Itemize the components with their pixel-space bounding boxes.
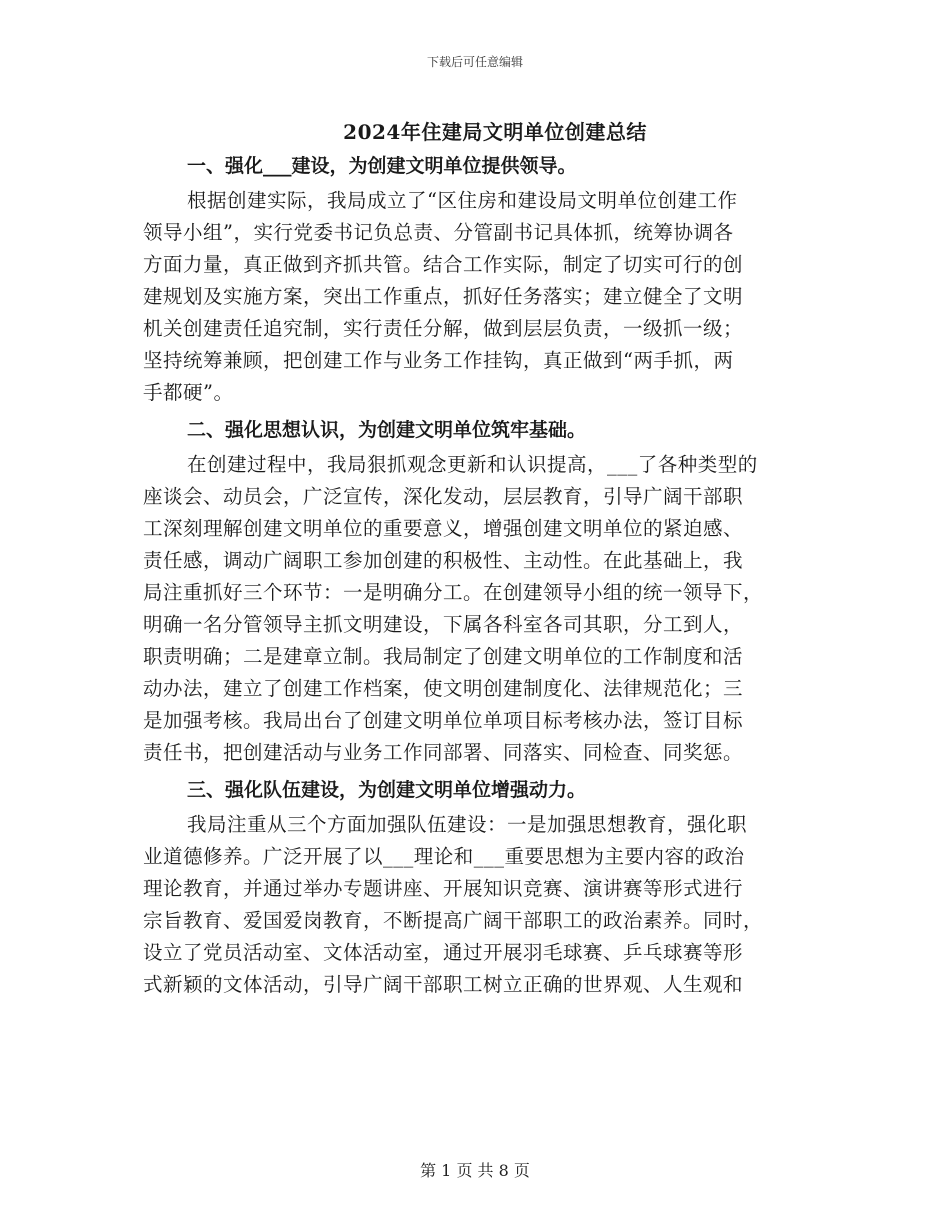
paragraph-line: 座谈会、动员会，广泛宣传，深化发动，层层教育，引导广阔干部职: [143, 485, 744, 508]
paragraph-line: 领导小组”，实行党委书记负总责、分管副书记具体抓，统筹协调各: [143, 221, 734, 244]
paragraph-line: 坚持统筹兼顾，把创建工作与业务工作挂钩，真正做到“两手抓，两: [143, 349, 734, 372]
page-number: 第 1 页 共 8 页: [420, 1161, 530, 1180]
paragraph-line: 我局注重从三个方面加强队伍建设：一是加强思想教育，强化职: [187, 813, 748, 836]
paragraph-line: 理论教育，并通过举办专题讲座、开展知识竞赛、演讲赛等形式进行: [143, 877, 744, 900]
section-heading: 二、强化思想认识，为创建文明单位筑牢基础。: [187, 419, 587, 441]
section-heading: 一、强化___建设，为创建文明单位提供领导。: [187, 155, 577, 177]
section-paragraph: [143, 809, 810, 1001]
section-paragraph: [143, 449, 810, 769]
paragraph-line: 方面力量，真正做到齐抓共管。结合工作实际，制定了切实可行的创: [143, 253, 744, 276]
paragraph-line: 工深刻理解创建文明单位的重要意义，增强创建文明单位的紧迫感、: [143, 517, 744, 540]
document-title: 2024年住建局文明单位创建总结: [343, 120, 647, 144]
paragraph-line: 设立了党员活动室、文体活动室，通过开展羽毛球赛、乒乓球赛等形: [143, 941, 744, 964]
paragraph-line: 责任书，把创建活动与业务工作同部署、同落实、同检查、同奖惩。: [143, 741, 744, 764]
paragraph-line: 责任感，调动广阔职工参加创建的积极性、主动性。在此基础上，我: [143, 549, 744, 572]
paragraph-line: 业道德修养。广泛开展了以___理论和___重要思想为主要内容的政治: [143, 845, 745, 868]
paragraph-line: 宗旨教育、爱国爱岗教育，不断提高广阔干部职工的政治素养。同时，: [143, 909, 764, 932]
paragraph-line: 式新颖的文体活动，引导广阔干部职工树立正确的世界观、人生观和: [143, 973, 744, 996]
paragraph-line: 职责明确；二是建章立制。我局制定了创建文明单位的工作制度和活: [143, 645, 744, 668]
paragraph-line: 建规划及实施方案，突出工作重点，抓好任务落实；建立健全了文明: [143, 285, 744, 308]
section-paragraph: [143, 185, 810, 409]
paragraph-line: 在创建过程中，我局狠抓观念更新和认识提高，___了各种类型的: [187, 453, 758, 476]
document-body: [143, 150, 810, 1006]
paragraph-line: 根据创建实际，我局成立了“区住房和建设局文明单位创建工作: [187, 189, 738, 212]
paragraph-line: 明确一名分管领导主抓文明建设，下属各科室各司其职，分工到人，: [143, 613, 744, 636]
section-heading: 三、强化队伍建设，为创建文明单位增强动力。: [187, 779, 587, 801]
paragraph-line: 局注重抓好三个环节：一是明确分工。在创建领导小组的统一领导下，: [143, 581, 764, 604]
paragraph-line: 是加强考核。我局出台了创建文明单位单项目标考核办法，签订目标: [143, 709, 744, 732]
paragraph-line: 机关创建责任追究制，实行责任分解，做到层层负责，一级抓一级；: [143, 317, 744, 340]
paragraph-line: 手都硬”。: [143, 381, 234, 404]
paragraph-line: 动办法，建立了创建工作档案，使文明创建制度化、法律规范化；三: [143, 677, 744, 700]
page-header-note: 下载后可任意编辑: [426, 55, 523, 69]
